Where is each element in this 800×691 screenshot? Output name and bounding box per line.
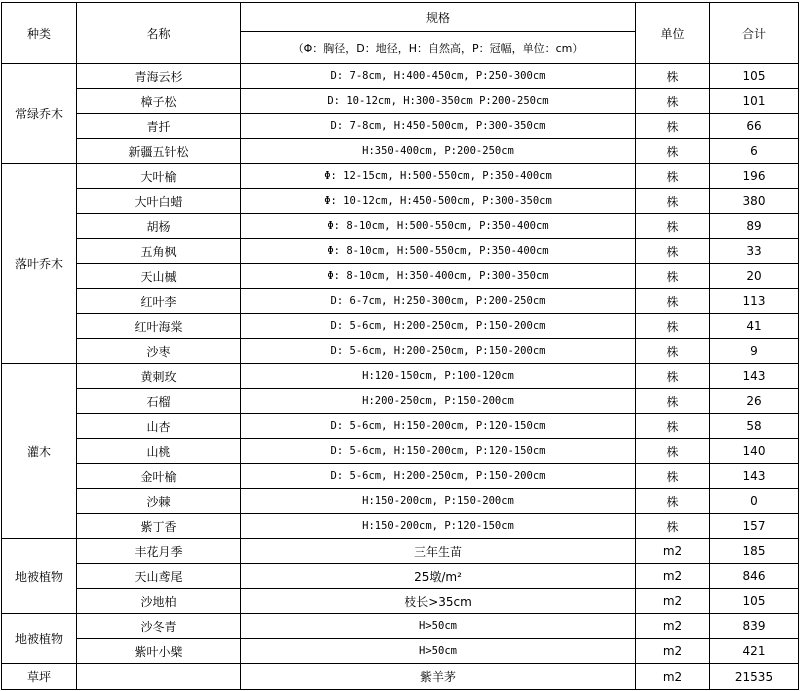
table-row [2,64,799,89]
table-row [2,664,799,690]
total-cell: 21535 [710,664,799,690]
table-row [2,539,799,564]
unit-cell: m2 [636,564,710,589]
table-row [2,114,799,139]
spec-cell: H:350-400cm, P:200-250cm [241,139,636,164]
table-row [2,514,799,539]
total-cell: 33 [710,239,799,264]
header-total: 合计 [710,3,799,64]
plant-name-cell: 沙地柏 [77,589,241,614]
spec-cell: H>50cm [241,614,636,639]
plant-name-cell: 青扦 [77,114,241,139]
table-row [2,264,799,289]
table-row [2,289,799,314]
plant-name-cell: 新疆五针松 [77,139,241,164]
unit-cell: 株 [636,239,710,264]
table-row [2,139,799,164]
category-cell: 草坪 [2,664,77,690]
plant-name-cell: 沙枣 [77,339,241,364]
category-cell: 地被植物 [2,539,77,614]
spec-cell: 紫羊茅 [241,664,636,690]
spec-cell: Φ: 8-10cm, H:500-550cm, P:350-400cm [241,214,636,239]
total-cell: 196 [710,164,799,189]
unit-cell: 株 [636,189,710,214]
header-category: 种类 [2,3,77,64]
unit-cell: 株 [636,139,710,164]
plant-name-cell: 丰花月季 [77,539,241,564]
plant-name-cell: 天山鸢尾 [77,564,241,589]
spec-cell: D: 5-6cm, H:200-250cm, P:150-200cm [241,314,636,339]
plant-name-cell: 青海云杉 [77,64,241,89]
spec-cell: Φ: 12-15cm, H:500-550cm, P:350-400cm [241,164,636,189]
total-cell: 6 [710,139,799,164]
unit-cell: 株 [636,64,710,89]
unit-cell: 株 [636,314,710,339]
spec-cell: 三年生苗 [241,539,636,564]
table-row [2,464,799,489]
table-row [2,489,799,514]
table-row [2,339,799,364]
total-cell: 113 [710,289,799,314]
plant-name-cell: 金叶榆 [77,464,241,489]
table-row [2,614,799,639]
unit-cell: 株 [636,264,710,289]
table-row [2,164,799,189]
unit-cell: 株 [636,489,710,514]
spec-cell: D: 7-8cm, H:400-450cm, P:250-300cm [241,64,636,89]
spec-cell: Φ: 8-10cm, H:350-400cm, P:300-350cm [241,264,636,289]
spec-cell: D: 5-6cm, H:150-200cm, P:120-150cm [241,414,636,439]
total-cell: 380 [710,189,799,214]
plant-name-cell: 大叶白蜡 [77,189,241,214]
plant-name-cell: 樟子松 [77,89,241,114]
table-row [2,89,799,114]
total-cell: 421 [710,639,799,664]
total-cell: 20 [710,264,799,289]
spec-cell: H:150-200cm, P:120-150cm [241,514,636,539]
plant-name-cell: 大叶榆 [77,164,241,189]
unit-cell: 株 [636,464,710,489]
plant-name-cell: 胡杨 [77,214,241,239]
table-row [2,589,799,614]
table-row [2,389,799,414]
unit-cell: 株 [636,164,710,189]
total-cell: 9 [710,339,799,364]
total-cell: 143 [710,464,799,489]
spec-cell: Φ: 10-12cm, H:450-500cm, P:300-350cm [241,189,636,214]
plant-spec-table [1,2,799,690]
plant-name-cell: 五角枫 [77,239,241,264]
unit-cell: 株 [636,414,710,439]
unit-cell: 株 [636,214,710,239]
total-cell: 143 [710,364,799,389]
unit-cell: m2 [636,589,710,614]
header-name: 名称 [77,3,241,64]
total-cell: 839 [710,614,799,639]
plant-name-cell: 石榴 [77,389,241,414]
total-cell: 101 [710,89,799,114]
plant-name-cell: 黄刺玫 [77,364,241,389]
total-cell: 58 [710,414,799,439]
unit-cell: 株 [636,514,710,539]
table-row [2,639,799,664]
unit-cell: m2 [636,539,710,564]
table-row [2,189,799,214]
plant-name-cell [77,664,241,690]
header-unit: 单位 [636,3,710,64]
total-cell: 846 [710,564,799,589]
unit-cell: 株 [636,339,710,364]
table-row [2,314,799,339]
spec-cell: D: 5-6cm, H:200-250cm, P:150-200cm [241,339,636,364]
header-spec: 规格 [241,3,636,32]
spec-cell: H>50cm [241,639,636,664]
table-row [2,364,799,389]
unit-cell: m2 [636,639,710,664]
spec-cell: H:120-150cm, P:100-120cm [241,364,636,389]
total-cell: 185 [710,539,799,564]
total-cell: 66 [710,114,799,139]
total-cell: 140 [710,439,799,464]
category-cell: 地被植物 [2,614,77,664]
header-spec-note: （Φ：胸径，D：地径，H：自然高，P：冠幅，单位：cm） [241,32,636,64]
spec-cell: D: 10-12cm, H:300-350cm P:200-250cm [241,89,636,114]
category-cell: 常绿乔木 [2,64,77,164]
plant-name-cell: 天山槭 [77,264,241,289]
plant-name-cell: 紫叶小檗 [77,639,241,664]
category-cell: 灌木 [2,364,77,539]
spec-cell: D: 5-6cm, H:150-200cm, P:120-150cm [241,439,636,464]
plant-name-cell: 沙棘 [77,489,241,514]
table-row [2,214,799,239]
unit-cell: m2 [636,664,710,690]
header-row [2,3,799,32]
total-cell: 89 [710,214,799,239]
table-row [2,564,799,589]
table-row [2,239,799,264]
unit-cell: 株 [636,364,710,389]
category-cell: 落叶乔木 [2,164,77,364]
plant-name-cell: 红叶海棠 [77,314,241,339]
total-cell: 26 [710,389,799,414]
spec-cell: Φ: 8-10cm, H:500-550cm, P:350-400cm [241,239,636,264]
plant-name-cell: 紫丁香 [77,514,241,539]
unit-cell: 株 [636,389,710,414]
plant-name-cell: 红叶李 [77,289,241,314]
total-cell: 157 [710,514,799,539]
spec-cell: D: 7-8cm, H:450-500cm, P:300-350cm [241,114,636,139]
total-cell: 41 [710,314,799,339]
spec-cell: D: 6-7cm, H:250-300cm, P:200-250cm [241,289,636,314]
spec-cell: H:150-200cm, P:150-200cm [241,489,636,514]
plant-name-cell: 沙冬青 [77,614,241,639]
spec-cell: 枝长>35cm [241,589,636,614]
total-cell: 0 [710,489,799,514]
unit-cell: 株 [636,89,710,114]
table-row [2,439,799,464]
plant-name-cell: 山杏 [77,414,241,439]
table-row [2,414,799,439]
unit-cell: 株 [636,439,710,464]
unit-cell: m2 [636,614,710,639]
spec-cell: D: 5-6cm, H:200-250cm, P:150-200cm [241,464,636,489]
unit-cell: 株 [636,114,710,139]
unit-cell: 株 [636,289,710,314]
spec-cell: 25墩/m² [241,564,636,589]
spec-cell: H:200-250cm, P:150-200cm [241,389,636,414]
total-cell: 105 [710,589,799,614]
plant-name-cell: 山桃 [77,439,241,464]
total-cell: 105 [710,64,799,89]
